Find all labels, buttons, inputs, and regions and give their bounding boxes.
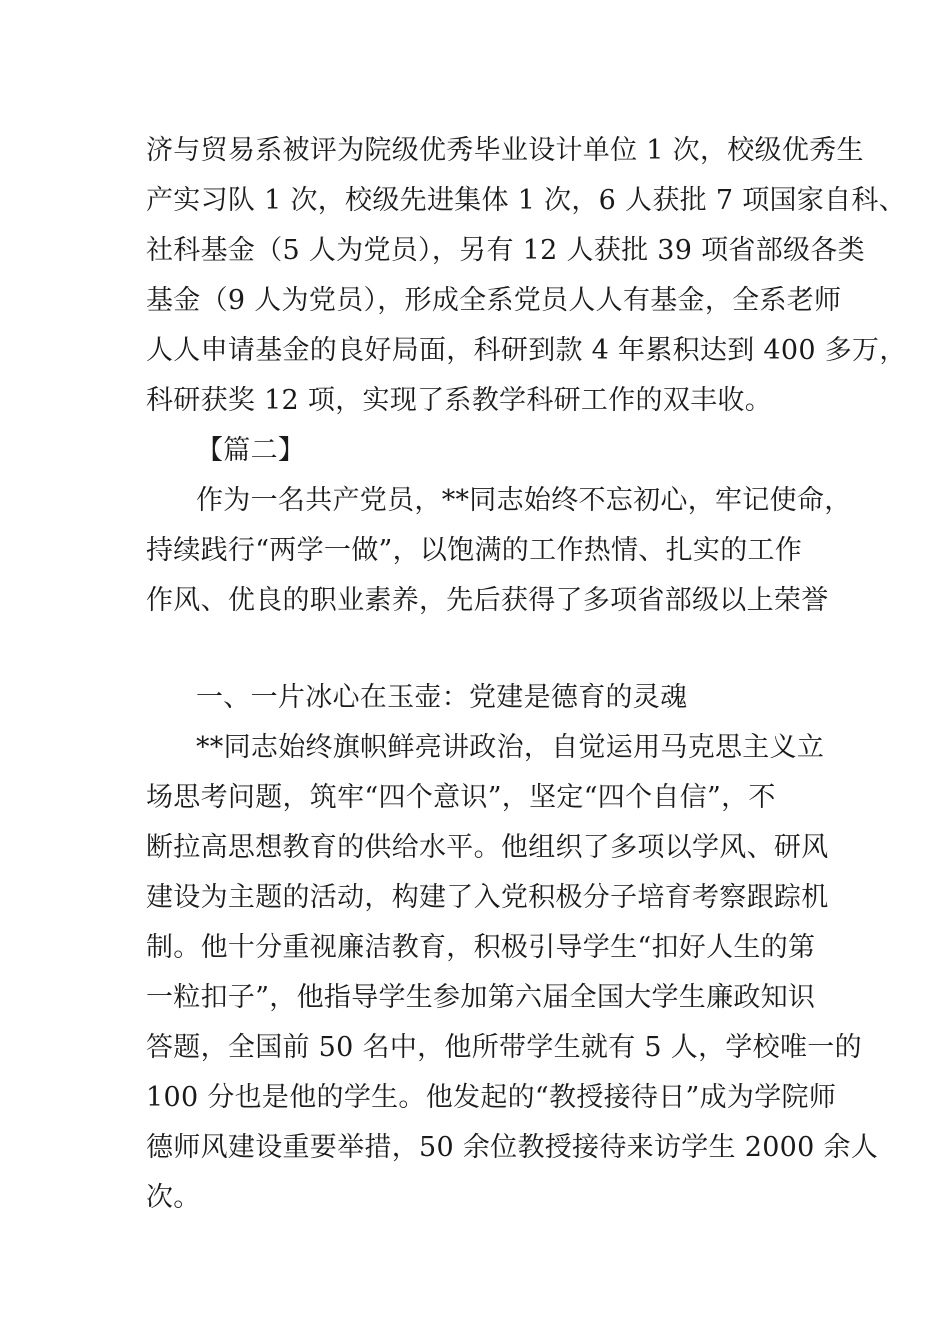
para1-line-5: 人人申请基金的良好局面，科研到款 4 年累积达到 400 多万， bbox=[146, 335, 907, 366]
para3-line-3: 断拉高思想教育的供给水平。他组织了多项以学风、研风 bbox=[146, 832, 829, 863]
para1-line-1: 济与贸易系被评为院级优秀毕业设计单位 1 次，校级优秀生 bbox=[146, 135, 864, 166]
para3-line-6: 一粒扣子”，他指导学生参加第六届全国大学生廉政知识 bbox=[146, 982, 816, 1013]
para3-line-9: 德师风建设重要举措，50 余位教授接待来访学生 2000 余人 bbox=[146, 1132, 879, 1163]
para3-line-8: 100 分也是他的学生。他发起的“教授接待日”成为学院师 bbox=[146, 1082, 837, 1113]
para2-line-1: 作为一名共产党员，**同志始终不忘初心，牢记使命， bbox=[196, 485, 852, 516]
para3-line-1: **同志始终旗帜鲜亮讲政治，自觉运用马克思主义立 bbox=[196, 732, 825, 763]
para1-line-3: 社科基金（5 人为党员），另有 12 人获批 39 项省部级各类 bbox=[146, 235, 865, 266]
para3-line-10: 次。 bbox=[146, 1182, 201, 1213]
para3-line-4: 建设为主题的活动，构建了入党积极分子培育考察跟踪机 bbox=[146, 882, 829, 913]
section-heading: 【篇二】 bbox=[196, 435, 306, 466]
para2-line-3: 作风、优良的职业素养，先后获得了多项省部级以上荣誉 bbox=[146, 585, 829, 616]
para2-line-2: 持续践行“两学一做”，以饱满的工作热情、扎实的工作 bbox=[146, 535, 803, 566]
para3-line-7: 答题，全国前 50 名中，他所带学生就有 5 人，学校唯一的 bbox=[146, 1032, 862, 1063]
para1-line-4: 基金（9 人为党员），形成全系党员人人有基金，全系老师 bbox=[146, 285, 842, 316]
para3-line-5: 制。他十分重视廉洁教育，积极引导学生“扣好人生的第 bbox=[146, 932, 816, 963]
subheading: 一、一片冰心在玉壶：党建是德育的灵魂 bbox=[196, 682, 688, 713]
para1-line-2: 产实习队 1 次，校级先进集体 1 次，6 人获批 7 项国家自科、 bbox=[146, 185, 906, 216]
para1-line-6: 科研获奖 12 项，实现了系教学科研工作的双丰收。 bbox=[146, 385, 773, 416]
para3-line-2: 场思考问题，筑牢“四个意识”，坚定“四个自信”，不 bbox=[146, 782, 776, 813]
